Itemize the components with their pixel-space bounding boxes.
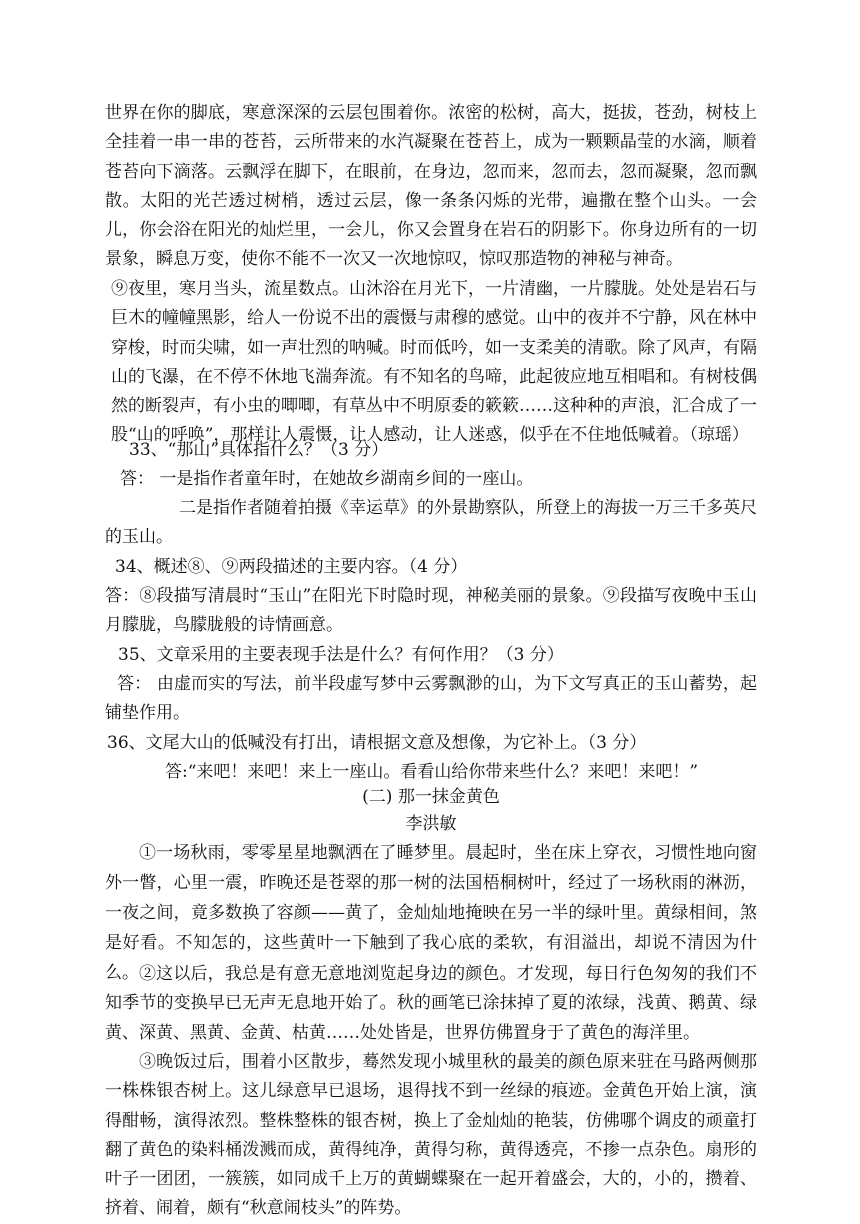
question-34: 34、概述⑧、⑨两段描述的主要内容。（4 分）: [115, 557, 468, 577]
answer-33-part-1: 答： 一是指作者童年时，在她故乡湖南乡间的一座山。: [120, 469, 534, 489]
article-2-paragraph-2: ②这以后，我总是有意无意地浏览起身边的颜色。才发现，每日行色匆匆的我们不知季节的变换早已无声无息地开始了。秋的画笔已涂抹掉了夏的浓绿，浅黄、鹅黄、绿黄、深黄、黑黄、金黄、枯黄……处处皆是，世界仿佛置身于了黄色的海洋里。: [105, 964, 757, 1043]
paragraph-9-text: ⑨夜里，寒月当头，流星数点。山沐浴在月光下，一片清幽，一片朦胧。处处是岩石与巨木的幢幢黑影，给人一份说不出的震慑与肃穆的感觉。山中的夜并不宁静，风在林中穿梭，时而尖啸，如一声壮烈的呐喊。时而低吟，如一支柔美的清歌。除了风声，有隔山的飞瀑，在不停不休地飞湍奔流。有不知名的鸟啼，此起彼应地互相唱和。有树枝偶然的断裂声，有小虫的唧唧，有草丛中不明原委的簌簌……这种种的声浪，汇合成了一股“山的呼唤”，那样让人震慑，让人感动，让人迷惑，似乎在不住地低喊着。（琼瑶）: [111, 279, 757, 446]
question-33: 33、“那山”具体指什么？（3 分）: [129, 440, 389, 460]
answer-36: 答:“来吧！来吧！来上一座山。看看山给你带来些什么？来吧！来吧！”: [165, 762, 699, 782]
question-36: 36、文尾大山的低喊没有打出，请根据文意及想像，为它补上。（3 分）: [107, 733, 647, 753]
article-2-title: (二) 那一抹金黄色: [362, 787, 500, 807]
article-2-paragraph-3: ③晚饭过后，围着小区散步，蓦然发现小城里秋的最美的颜色原来驻在马路两侧那一株株银杏树上。这儿绿意早已退场，退得找不到一丝绿的痕迹。金黄色开始上演，演得酣畅，演得浓烈。整株整株的银杏树，换上了金灿灿的艳装，仿佛哪个调皮的顽童打翻了黄色的染料桶泼溅而成，黄得纯净，黄得匀称，黄得透亮，不掺一点杂色。扇形的叶子一团团，一簇簇，如同成千上万的黄蝴蝶聚在一起开着盛会，大的，小的，攒着、挤着、闹着，颇有“秋意闹枝头”的阵势。: [105, 1052, 757, 1219]
question-35: 35、文章采用的主要表现手法是什么？有何作用？（3 分）: [118, 645, 564, 665]
article-2-author: 李洪敏: [405, 814, 457, 834]
paragraph-8-continued: 世界在你的脚底，寒意深深的云层包围着你。浓密的松树，高大，挺拔，苍劲，树枝上全挂着一串一串的苍苔，云所带来的水汽凝聚在苍苔上，成为一颗颗晶莹的水滴，顺着苍苔向下滴落。云飘浮在脚下，在眼前，在身边，忽而来，忽而去，忽而凝聚，忽而飘散。太阳的光芒透过树梢，透过云层，像一条条闪烁的光带，遍撒在整个山头。一会儿，你会浴在阳光的灿烂里，一会儿，你又会置身在岩石的阴影下。你身边所有的一切景象，瞬息万变，使你不能不一次又一次地惊叹，惊叹那造物的神秘与神奇。: [105, 103, 757, 270]
answer-35: 答： 由虚而实的写法，前半段虚写梦中云雾飘渺的山，为下文写真正的玉山蓄势，起铺垫作用。: [105, 674, 757, 724]
answer-33-part-2: 二是指作者随着拍摄《幸运草》的外景勘察队，所登上的海拔一万三千多英尺的玉山。: [105, 498, 757, 548]
article-2-paragraph-1: ①一场秋雨，零零星星地飘洒在了睡梦里。晨起时，坐在床上穿衣，习惯性地向窗外一瞥，心里一震，昨晚还是苍翠的那一树的法国梧桐树叶，经过了一场秋雨的淋沥，一夜之间，竟多数换了容颜——黄了，金灿灿地掩映在另一半的绿叶里。黄绿相间，煞是好看。不知怎的，这些黄叶一下触到了我心底的柔软，有泪溢出，却说不清因为什么。: [105, 843, 757, 983]
paragraph-9: [111, 275, 757, 451]
answer-34: 答：⑧段描写清晨时“玉山”在阳光下时隐时现，神秘美丽的景象。⑨段描写夜晚中玉山月朦胧，鸟朦胧般的诗情画意。: [105, 586, 757, 636]
